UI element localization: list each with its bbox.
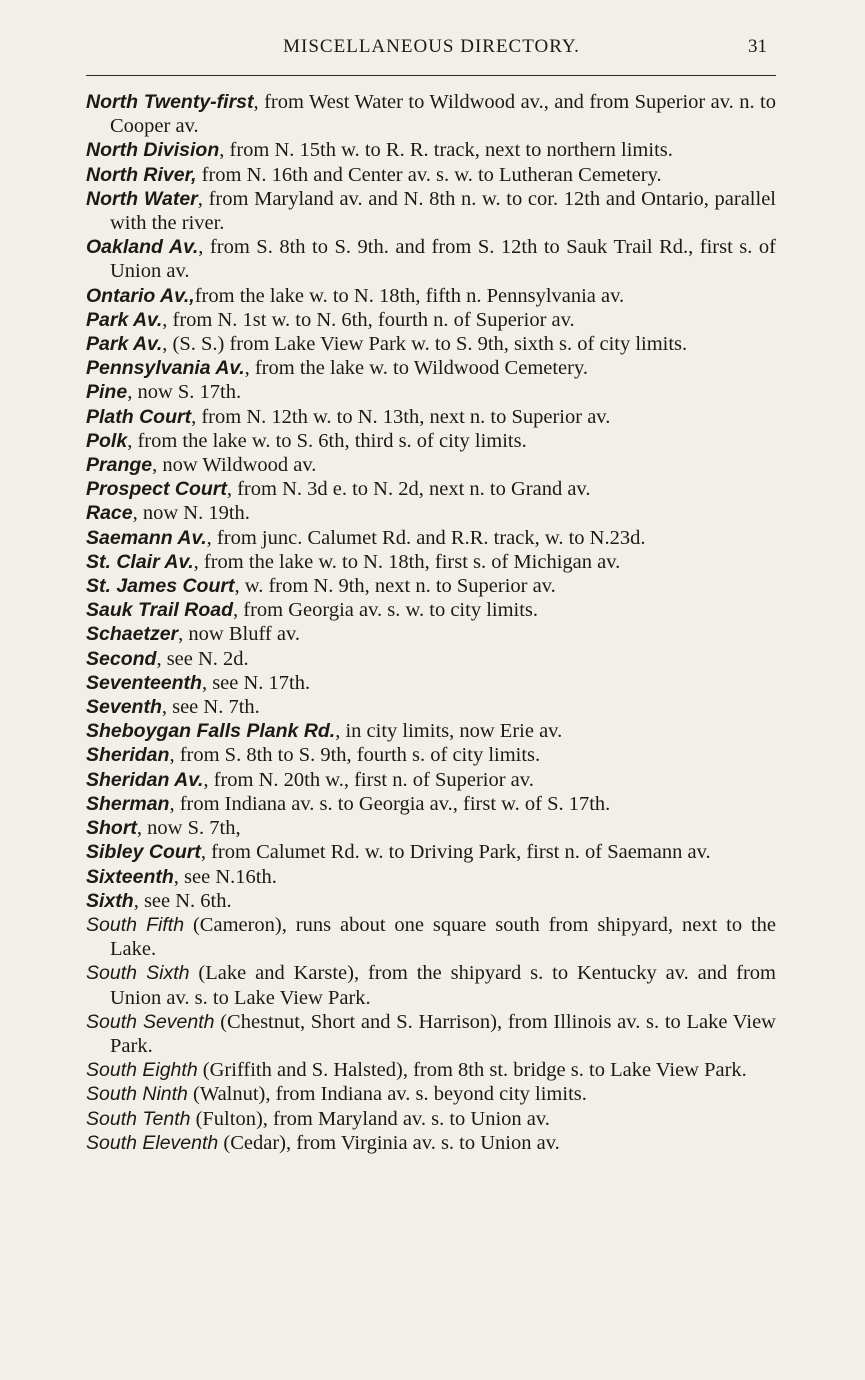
street-entry bbox=[86, 526, 776, 550]
street-entry bbox=[86, 235, 776, 283]
street-entry bbox=[86, 622, 776, 646]
street-entry bbox=[86, 477, 776, 501]
street-entry bbox=[86, 284, 776, 308]
street-name: Seventh bbox=[86, 696, 162, 719]
street-name: Sauk Trail Road bbox=[86, 599, 234, 622]
page-header bbox=[86, 32, 777, 62]
street-list bbox=[86, 90, 776, 1155]
street-description: , from the lake w. to S. 6th, third s. of city limits. bbox=[127, 429, 527, 452]
street-name: Park Av. bbox=[86, 308, 163, 331]
street-description: from N. 16th and Center av. s. w. to Lutheran Cemetery. bbox=[196, 163, 662, 186]
street-name: Plath Court bbox=[86, 405, 192, 428]
street-entry bbox=[86, 356, 776, 380]
street-name: Pennsylvania Av. bbox=[86, 357, 245, 380]
street-entry bbox=[86, 598, 776, 622]
street-description: (Chestnut, Short and S. Harrison), from Illinois av. s. to Lake View Park. bbox=[110, 1010, 776, 1057]
street-entry bbox=[86, 453, 776, 477]
street-name: Sherman bbox=[86, 792, 170, 815]
street-entry bbox=[86, 768, 776, 792]
street-name: South Fifth bbox=[86, 913, 185, 936]
street-name: Race bbox=[86, 502, 133, 525]
street-description: , (S. S.) from Lake View Park w. to S. 9th, sixth s. of city limits. bbox=[162, 333, 688, 356]
street-name: Sheboygan Falls Plank Rd. bbox=[86, 720, 336, 743]
street-entry bbox=[86, 865, 776, 889]
street-name: Ontario Av., bbox=[86, 284, 195, 307]
street-entry bbox=[86, 187, 776, 235]
street-entry bbox=[86, 138, 776, 162]
street-description: , from Maryland av. and N. 8th n. w. to cor. 12th and Ontario, parallel with the river. bbox=[110, 187, 776, 235]
page-number: 31 bbox=[748, 36, 767, 57]
page-title: MISCELLANEOUS DIRECTORY. bbox=[283, 36, 580, 57]
street-entry bbox=[86, 1058, 776, 1082]
street-entry bbox=[86, 1131, 776, 1155]
street-description: , from N. 3d e. to N. 2d, next n. to Grand av. bbox=[226, 478, 591, 501]
street-name: Saemann Av. bbox=[86, 526, 207, 549]
street-description: , see N.16th. bbox=[173, 865, 277, 888]
street-name: Short bbox=[86, 817, 137, 840]
street-description: , see N. 2d. bbox=[156, 647, 249, 670]
street-entry bbox=[86, 961, 776, 1009]
street-description: , from N. 20th w., first n. of Superior av. bbox=[203, 768, 534, 791]
street-entry bbox=[86, 719, 776, 743]
street-description: from the lake w. to N. 18th, fifth n. Pennsylvania av. bbox=[194, 284, 625, 307]
street-name: North River, bbox=[86, 163, 197, 186]
street-name: Park Av. bbox=[86, 333, 163, 356]
street-entry bbox=[86, 792, 776, 816]
street-name: Polk bbox=[86, 429, 128, 452]
street-description: , from S. 8th to S. 9th. and from S. 12th to Sauk Trail Rd., first s. of Union av. bbox=[110, 236, 776, 283]
street-name: South Tenth bbox=[86, 1107, 191, 1130]
street-description: , from N. 15th w. to R. R. track, next to northern limits. bbox=[219, 139, 673, 162]
street-description: , from Calumet Rd. w. to Driving Park, first n. of Saemann av. bbox=[200, 841, 711, 864]
street-entry bbox=[86, 743, 776, 767]
street-description: , see N. 6th. bbox=[133, 889, 232, 912]
street-name: South Eleventh bbox=[86, 1131, 219, 1154]
header-rule bbox=[86, 75, 776, 76]
street-name: North Twenty-first bbox=[86, 91, 254, 113]
street-entry bbox=[86, 1082, 776, 1106]
street-name: Prange bbox=[86, 454, 153, 477]
street-name: South Eighth bbox=[86, 1059, 198, 1082]
street-description: , see N. 17th. bbox=[201, 671, 311, 694]
street-description: , now Wildwood av. bbox=[152, 454, 317, 477]
street-name: South Sixth bbox=[86, 962, 190, 985]
street-name: Pine bbox=[86, 381, 128, 404]
street-name: St. Clair Av. bbox=[86, 550, 194, 573]
street-name: Second bbox=[86, 647, 157, 670]
street-name: Seventeenth bbox=[86, 671, 202, 694]
street-description: , from Indiana av. s. to Georgia av., first w. of S. 17th. bbox=[169, 792, 611, 815]
street-name: Sheridan Av. bbox=[86, 768, 204, 791]
street-entry bbox=[86, 163, 776, 187]
street-description: (Lake and Karste), from the shipyard s. to Kentucky av. and from Union av. s. to Lake View Park. bbox=[110, 962, 776, 1009]
street-description: , from junc. Calumet Rd. and R.R. track, w. to N.23d. bbox=[206, 526, 646, 549]
street-description: , now N. 19th. bbox=[132, 502, 250, 525]
street-name: South Seventh bbox=[86, 1010, 215, 1033]
street-description: , from N. 12th w. to N. 13th, next n. to Superior av. bbox=[191, 405, 611, 428]
street-name: Sibley Court bbox=[86, 841, 201, 864]
street-name: North Water bbox=[86, 187, 198, 210]
street-name: Oakland Av. bbox=[86, 236, 199, 259]
street-name: Prospect Court bbox=[86, 478, 227, 501]
street-description: , from the lake w. to Wildwood Cemetery. bbox=[244, 357, 589, 380]
street-description: (Fulton), from Maryland av. s. to Union av. bbox=[190, 1107, 550, 1130]
street-description: , from S. 8th to S. 9th, fourth s. of city limits. bbox=[169, 744, 541, 767]
street-entry bbox=[86, 816, 776, 840]
street-description: , from the lake w. to N. 18th, first s. of Michigan av. bbox=[193, 550, 621, 573]
street-entry bbox=[86, 332, 776, 356]
street-entry bbox=[86, 671, 776, 695]
street-entry bbox=[86, 405, 776, 429]
street-name: St. James Court bbox=[86, 575, 235, 598]
street-description: , now Bluff av. bbox=[178, 623, 300, 646]
street-entry bbox=[86, 501, 776, 525]
street-description: , now S. 7th, bbox=[136, 817, 241, 840]
street-description: (Cedar), from Virginia av. s. to Union av. bbox=[218, 1131, 560, 1154]
street-entry bbox=[86, 889, 776, 913]
street-entry bbox=[86, 429, 776, 453]
street-name: Sheridan bbox=[86, 744, 170, 767]
street-description: (Griffith and S. Halsted), from 8th st. bridge s. to Lake View Park. bbox=[197, 1059, 747, 1082]
street-entry bbox=[86, 840, 776, 864]
street-name: North Division bbox=[86, 139, 220, 162]
street-name: South Ninth bbox=[86, 1083, 188, 1106]
street-name: Schaetzer bbox=[86, 623, 179, 646]
street-entry bbox=[86, 913, 776, 961]
street-entry bbox=[86, 647, 776, 671]
street-name: Sixteenth bbox=[86, 865, 174, 888]
street-entry bbox=[86, 550, 776, 574]
street-description: , in city limits, now Erie av. bbox=[335, 720, 563, 743]
street-description: , from N. 1st w. to N. 6th, fourth n. of Superior av. bbox=[162, 308, 575, 331]
street-description: , from Georgia av. s. w. to city limits. bbox=[233, 599, 539, 622]
street-description: , see N. 7th. bbox=[161, 696, 260, 719]
street-description: (Cameron), runs about one square south from shipyard, next to the Lake. bbox=[110, 913, 776, 961]
street-entry bbox=[86, 695, 776, 719]
street-entry bbox=[86, 1010, 776, 1058]
street-entry bbox=[86, 90, 776, 138]
street-description: (Walnut), from Indiana av. s. beyond city limits. bbox=[187, 1083, 587, 1106]
street-entry bbox=[86, 308, 776, 332]
street-entry bbox=[86, 1107, 776, 1131]
street-name: Sixth bbox=[86, 889, 134, 912]
street-entry bbox=[86, 574, 776, 598]
street-entry bbox=[86, 380, 776, 404]
street-description: , from West Water to Wildwood av., and from Superior av. n. to Cooper av. bbox=[110, 91, 776, 138]
street-description: , now S. 17th. bbox=[127, 381, 242, 404]
street-description: , w. from N. 9th, next n. to Superior av. bbox=[234, 575, 556, 598]
